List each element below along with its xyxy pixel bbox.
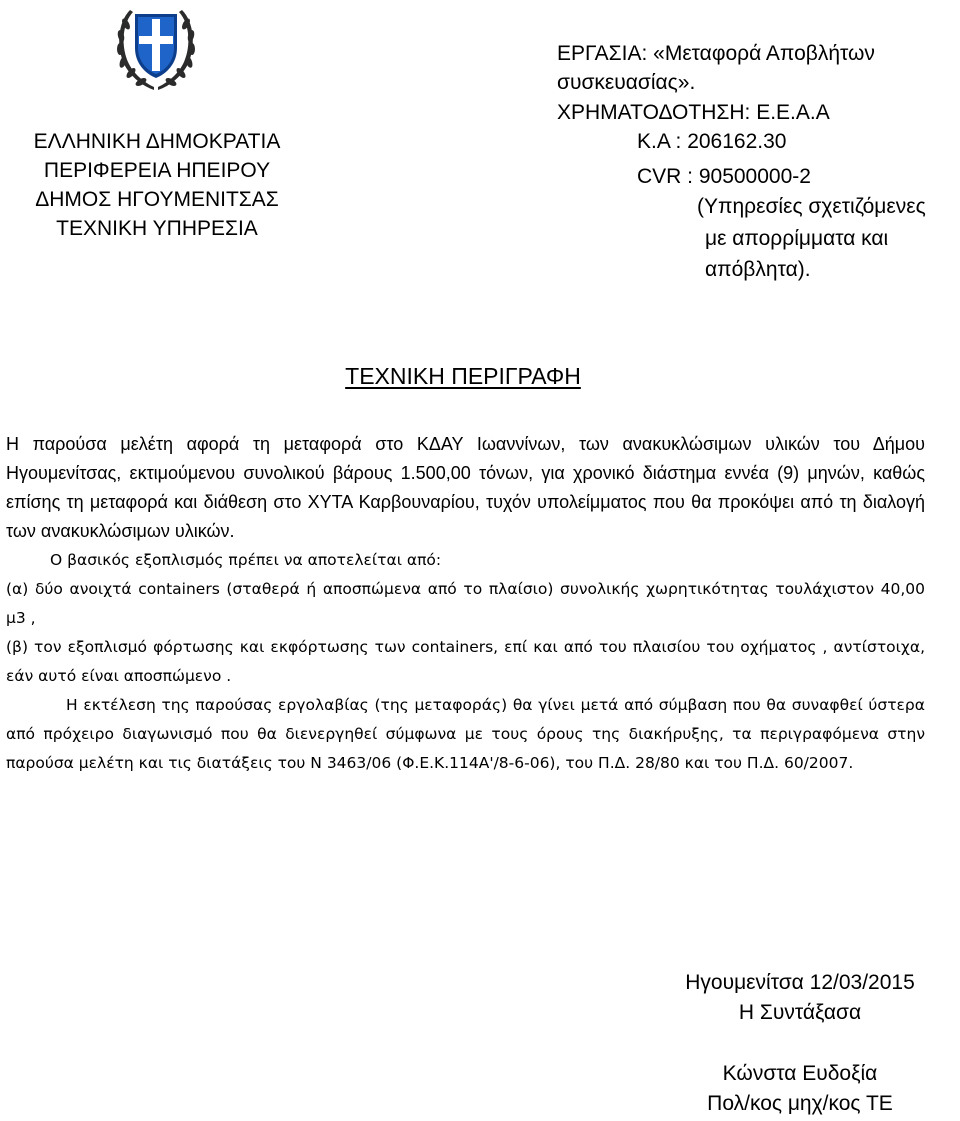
issuer-region: ΠΕΡΙΦΕΡΕΙΑ ΗΠΕΙΡΟΥ	[43, 159, 271, 182]
signature-position: Πολ/κος μηχ/κος ΤΕ	[707, 1092, 893, 1115]
project-work-title: ΕΡΓΑΣΙΑ: «Μεταφορά Αποβλήτων	[557, 42, 875, 65]
issuer-country: ΕΛΛΗΝΙΚΗ ΔΗΜΟΚΡΑΤΙΑ	[33, 130, 281, 153]
signature-role: Η Συντάξασα	[738, 1001, 862, 1024]
issuer-department: ΤΕΧΝΙΚΗ ΥΠΗΡΕΣΙΑ	[56, 217, 258, 240]
paragraph-equipment-intro: Ο βασικός εξοπλισμός πρέπει να αποτελείται από:	[50, 551, 442, 569]
signature-place-date: Ηγουμενίτσα 12/03/2015	[685, 971, 915, 994]
document-body	[6, 430, 925, 778]
project-cvr-code: CVR : 90500000-2	[637, 165, 811, 188]
project-ka-code: Κ.Α : 206162.30	[637, 130, 787, 153]
project-cvr-description-end: απόβλητα).	[705, 258, 811, 281]
signature-name: Κώνστα Ευδοξία	[722, 1062, 878, 1085]
issuer-municipality: ΔΗΜΟΣ ΗΓΟΥΜΕΝΙΤΣΑΣ	[35, 188, 279, 211]
greek-emblem-icon	[108, 2, 204, 94]
issuer-block	[12, 127, 302, 243]
paragraph-equipment-b: (β) τον εξοπλισμό φόρτωσης και εκφόρτωσης των containers, επί και από του πλαισίου του οχήματος , αντίστοιχα, εάν αυτό είναι αποσπώμενο .	[6, 638, 925, 685]
signature-block	[640, 968, 960, 1119]
document-title: ΤΕΧΝΙΚΗ ΠΕΡΙΓΡΑΦΗ	[345, 363, 581, 389]
project-cvr-description: (Υπηρεσίες σχετιζόμενες	[697, 195, 926, 218]
project-funding: ΧΡΗΜΑΤΟΔΟΤΗΣΗ: Ε.Ε.Α.Α	[557, 101, 830, 124]
project-cvr-description-cont: με απορρίμματα και	[705, 227, 889, 250]
paragraph-equipment-a: (α) δύο ανοιχτά containers (σταθερά ή αποσπώμενα από το πλαίσιο) συνολικής χωρητικότητας τουλάχιστον 40,00 μ3 ,	[6, 580, 925, 627]
paragraph-contract: Η εκτέλεση της παρούσας εργολαβίας (της μεταφοράς) θα γίνει μετά από σύμβαση που θα συναφθεί ύστερα από πρόχειρο διαγωνισμό που θα διενεργηθεί σύμφωνα με τους όρους της διακήρυξης, τα περιγραφόμενα στην παρούσα μελέτη και τις διατάξεις του Ν 3463/06 (Φ.Ε.Κ.114Α'/8-6-06), του Π.Δ. 28/80 και του Π.Δ. 60/2007.	[6, 696, 925, 772]
project-work-title-cont: συσκευασίας».	[557, 71, 696, 94]
paragraph-scope: Η παρούσα μελέτη αφορά τη μεταφορά στο ΚΔΑΥ Ιωαννίνων, των ανακυκλώσιμων υλικών του Δήμου Ηγουμενίτσας, εκτιμούμενου συνολικού βάρους 1.500,00 τόνων, για χρονικό διάστημα εννέα (9) μηνών, καθώς επίσης τη μεταφορά και διάθεση στο ΧΥΤΑ Καρβουναρίου, τυχόν υπολείμματος που θα προκόψει από τη διαλογή των ανακυκλώσιμων υλικών.	[6, 434, 925, 541]
